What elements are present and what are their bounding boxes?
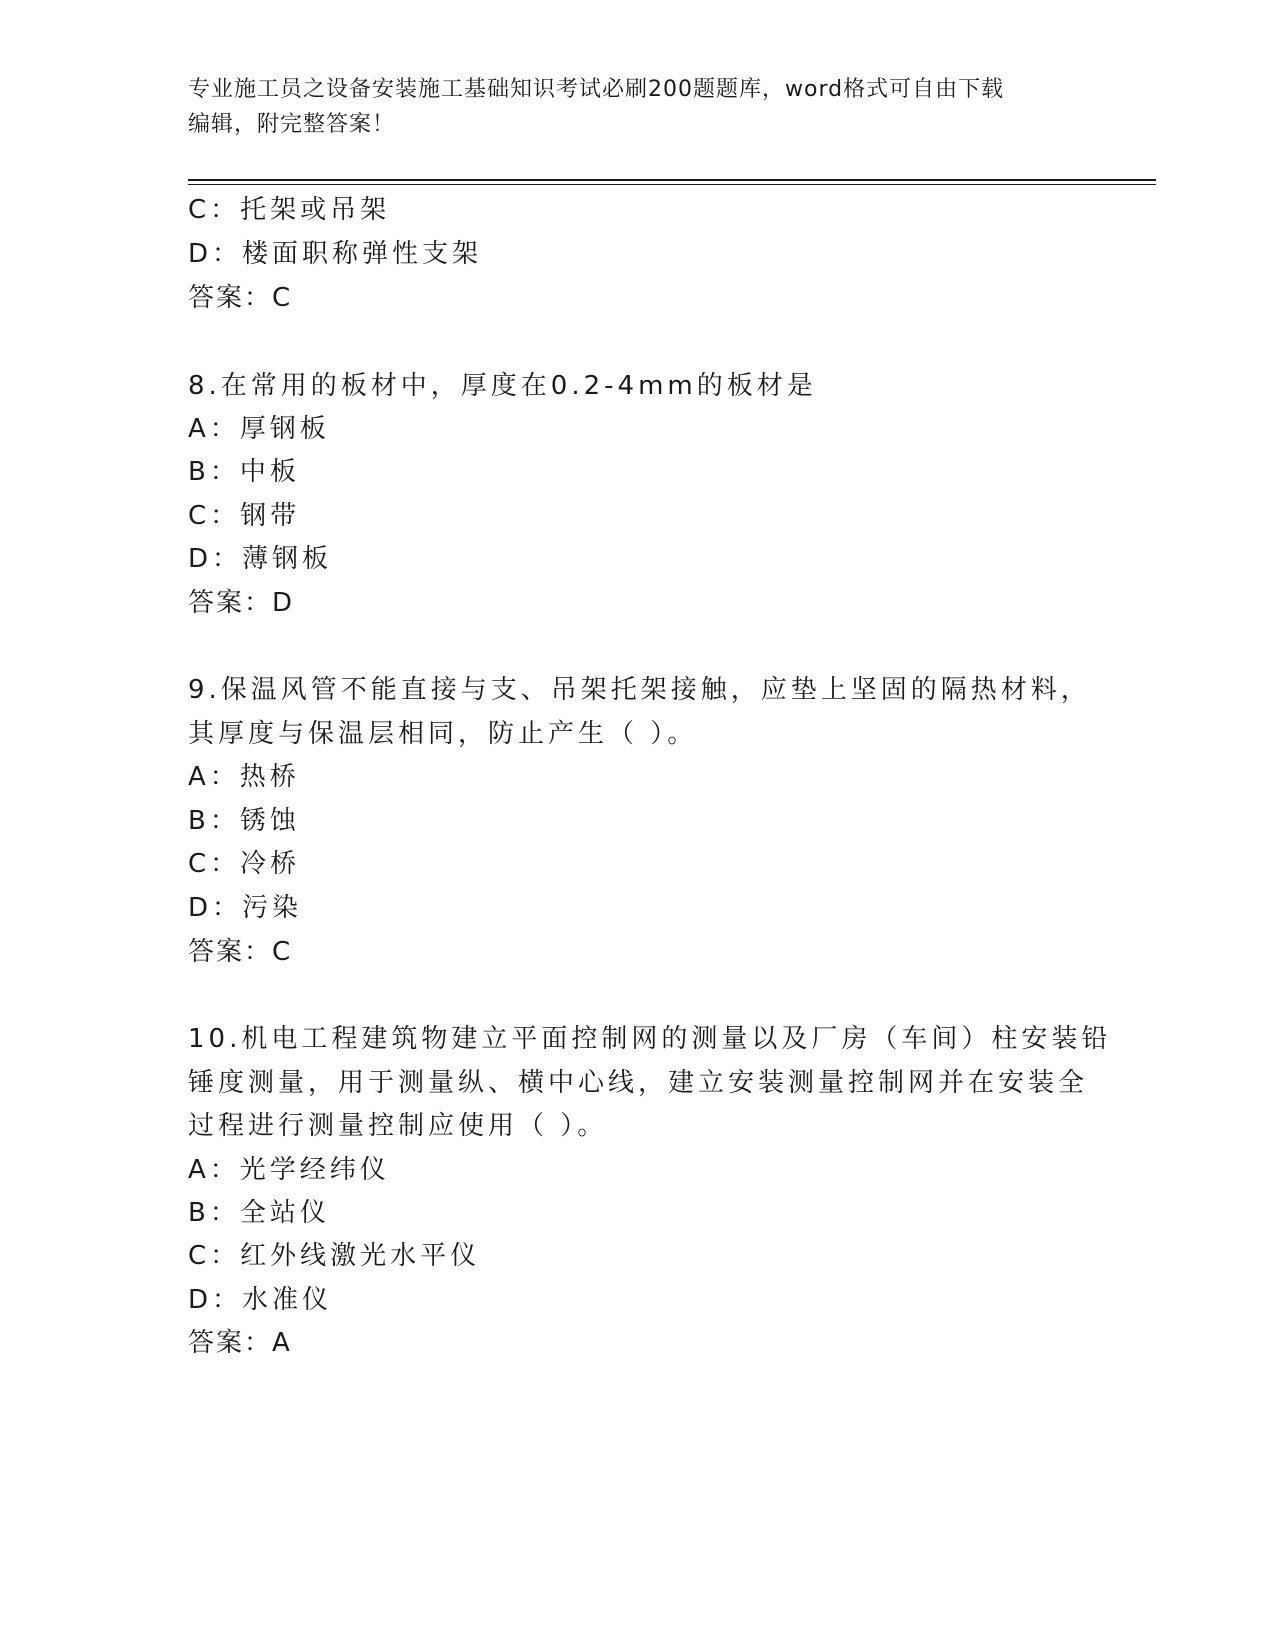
q8-option-d: D：薄钢板 [188, 544, 333, 574]
q8-option-c: C：钢带 [188, 501, 301, 531]
q9-option-c: C：冷桥 [188, 849, 301, 879]
q10-stem-line-3: 过程进行测量控制应使用（ ）。 [188, 1111, 608, 1141]
q7-option-d: D：楼面职称弹性支架 [188, 239, 483, 269]
header-title-line-1: 专业施工员之设备安装施工基础知识考试必刷200题题库，word格式可自由下载 [188, 77, 1005, 102]
q8-answer: 答案：D [188, 588, 295, 618]
q9-option-a: A：热桥 [188, 762, 300, 792]
q9-stem-line-1: 9.保温风管不能直接与支、吊架托架接触，应垫上坚固的隔热材料， [188, 675, 1091, 705]
document-header [188, 72, 1088, 142]
q7-option-c: C：托架或吊架 [188, 195, 391, 225]
q9-answer: 答案：C [188, 937, 293, 967]
q10-stem-line-2: 锤度测量，用于测量纵、横中心线，建立安装测量控制网并在安装全 [188, 1068, 1089, 1098]
q9-option-b: B：锈蚀 [188, 806, 300, 836]
q8-option-b: B：中板 [188, 457, 300, 487]
q10-answer: 答案：A [188, 1328, 292, 1358]
q10-option-a: A：光学经纬仪 [188, 1155, 390, 1185]
q8-stem: 8.在常用的板材中，厚度在0.2-4mm的板材是 [188, 371, 817, 401]
header-divider-thin [188, 184, 1156, 185]
q9-stem-line-2: 其厚度与保温层相同，防止产生（ ）。 [188, 719, 698, 749]
q10-option-b: B：全站仪 [188, 1198, 330, 1228]
q7-answer: 答案：C [188, 283, 293, 313]
q8-option-a: A：厚钢板 [188, 414, 330, 444]
q9-option-d: D：污染 [188, 893, 303, 923]
q10-option-d: D：水准仪 [188, 1285, 333, 1315]
header-divider-thick [188, 179, 1156, 181]
header-title-line-2: 编辑，附完整答案！ [188, 112, 396, 137]
q10-stem-line-1: 10.机电工程建筑物建立平面控制网的测量以及厂房（车间）柱安装铅 [188, 1024, 1112, 1054]
q10-option-c: C：红外线激光水平仪 [188, 1241, 481, 1271]
